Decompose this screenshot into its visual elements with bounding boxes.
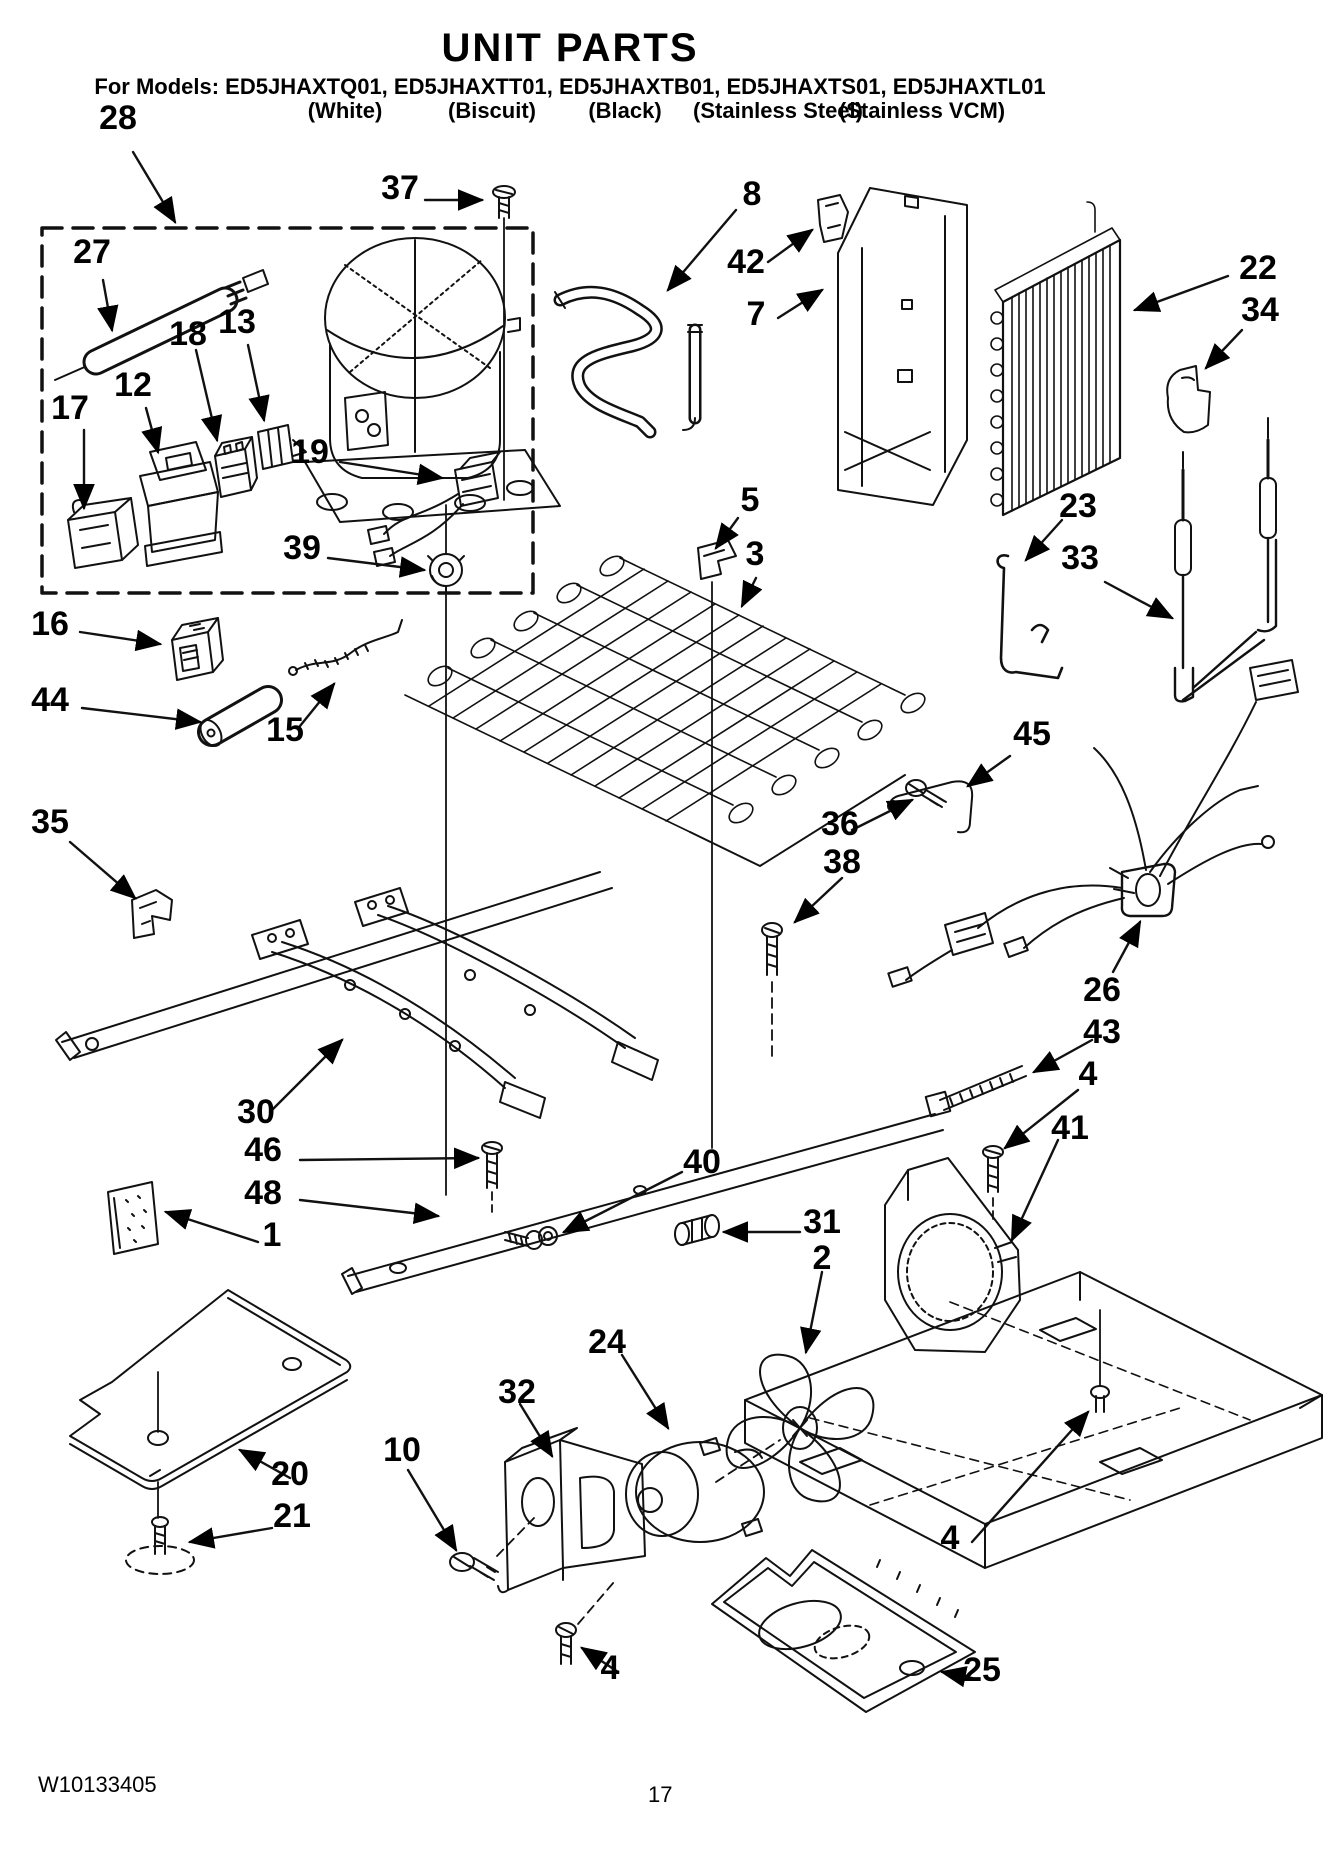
callout-arrows bbox=[70, 152, 1242, 1678]
callout-18-8: 18 bbox=[169, 315, 207, 353]
color-stainless-steel: (Stainless Steel) bbox=[693, 98, 863, 123]
drier-tubes-33 bbox=[1175, 418, 1276, 701]
callout-30-29: 30 bbox=[237, 1093, 275, 1131]
front-rail-40-48 bbox=[342, 1114, 943, 1294]
color-biscuit: (Biscuit) bbox=[448, 98, 536, 123]
callout-26-25: 26 bbox=[1083, 971, 1121, 1009]
clip-34 bbox=[1167, 366, 1210, 432]
callout-4-27: 4 bbox=[1078, 1055, 1098, 1093]
screw-4-right bbox=[983, 1146, 1003, 1192]
rear-access-panel-7 bbox=[838, 188, 967, 505]
callout-13-9: 13 bbox=[218, 303, 256, 341]
callout-41-28: 41 bbox=[1051, 1109, 1089, 1147]
screw-36 bbox=[906, 780, 946, 807]
callout-45-22: 45 bbox=[1013, 715, 1051, 753]
callout-31-34: 31 bbox=[803, 1203, 841, 1241]
callout-33-17: 33 bbox=[1061, 539, 1099, 577]
callout-38-24: 38 bbox=[823, 843, 861, 881]
unit-base-plate bbox=[745, 1272, 1322, 1568]
screw-38 bbox=[762, 923, 782, 975]
screw-10 bbox=[450, 1553, 498, 1580]
drain-pan-25 bbox=[712, 1550, 975, 1712]
callout-1-32: 1 bbox=[262, 1216, 282, 1254]
callout-40-33: 40 bbox=[683, 1143, 721, 1181]
callout-46-30: 46 bbox=[244, 1131, 282, 1169]
fan-blade-2 bbox=[727, 1355, 874, 1502]
callout-34-7: 34 bbox=[1241, 291, 1279, 329]
screw-4-bottom bbox=[556, 1623, 576, 1664]
callout-48-31: 48 bbox=[244, 1174, 282, 1212]
callout-4-41: 4 bbox=[600, 1649, 620, 1687]
fan-shroud-41 bbox=[885, 1158, 1020, 1352]
condenser-coil-22 bbox=[991, 202, 1120, 515]
color-stainless-vcm: (Stainless VCM) bbox=[838, 98, 1006, 123]
callout-39-13: 39 bbox=[283, 529, 321, 567]
clip-35 bbox=[132, 890, 172, 938]
page-number: 17 bbox=[648, 1782, 673, 1807]
screw-21 bbox=[126, 1517, 194, 1574]
page-title: UNIT PARTS bbox=[441, 26, 699, 70]
grommet-39 bbox=[428, 554, 464, 592]
callout-7-5: 7 bbox=[746, 295, 766, 333]
models-line: For Models: ED5JHAXTQ01, ED5JHAXTT01, ED5JHAXTB01, ED5JHAXTS01, ED5JHAXTL01 bbox=[94, 74, 1046, 99]
clip-42 bbox=[818, 195, 848, 242]
overload-device-12 bbox=[140, 442, 222, 566]
cable-tie-43 bbox=[926, 1066, 1026, 1116]
connector-17 bbox=[68, 498, 138, 568]
color-black: (Black) bbox=[588, 98, 662, 123]
callout-10-40: 10 bbox=[383, 1431, 421, 1469]
callout-22-6: 22 bbox=[1239, 249, 1277, 287]
callout-42-4: 42 bbox=[727, 243, 765, 281]
callout-8-3: 8 bbox=[742, 175, 762, 213]
motor-bracket-32 bbox=[498, 1428, 645, 1592]
suction-tube-8 bbox=[555, 292, 702, 432]
callout-4-43: 4 bbox=[940, 1519, 960, 1557]
wire-15 bbox=[289, 620, 402, 675]
callout-37-2: 37 bbox=[381, 169, 419, 207]
relay-18 bbox=[215, 437, 257, 497]
callout-2-35: 2 bbox=[812, 1239, 832, 1277]
frame-rail-30 bbox=[56, 872, 658, 1118]
callout-21-39: 21 bbox=[273, 1497, 311, 1535]
run-capacitor-relay-16 bbox=[172, 618, 223, 680]
callout-25-42: 25 bbox=[963, 1651, 1001, 1689]
callout-17-11: 17 bbox=[51, 389, 89, 427]
callout-43-26: 43 bbox=[1083, 1013, 1121, 1051]
pad-1 bbox=[108, 1182, 158, 1254]
screw-37 bbox=[493, 186, 515, 218]
callout-23-16: 23 bbox=[1059, 487, 1097, 525]
callout-36-23: 36 bbox=[821, 805, 859, 843]
screw-46 bbox=[482, 1142, 502, 1188]
callout-24-36: 24 bbox=[588, 1323, 626, 1361]
callout-19-12: 19 bbox=[291, 433, 329, 471]
callout-28-0: 28 bbox=[99, 99, 137, 137]
condenser-bracket-23 bbox=[998, 555, 1062, 678]
callout-27-1: 27 bbox=[73, 233, 111, 271]
callout-12-10: 12 bbox=[114, 366, 152, 404]
color-white: (White) bbox=[307, 98, 383, 123]
callout-35-21: 35 bbox=[31, 803, 69, 841]
compressor bbox=[305, 238, 560, 522]
callout-44-19: 44 bbox=[31, 681, 69, 719]
wiring-harness-26 bbox=[888, 660, 1298, 987]
callout-3-15: 3 bbox=[745, 535, 765, 573]
fan-motor-24 bbox=[626, 1438, 764, 1542]
callout-5-14: 5 bbox=[740, 481, 760, 519]
callout-32-37: 32 bbox=[498, 1373, 536, 1411]
callout-15-20: 15 bbox=[266, 711, 304, 749]
document-number: W10133405 bbox=[38, 1772, 157, 1797]
callout-16-18: 16 bbox=[31, 605, 69, 643]
capacitor-44 bbox=[196, 700, 268, 750]
callout-20-38: 20 bbox=[271, 1455, 309, 1493]
